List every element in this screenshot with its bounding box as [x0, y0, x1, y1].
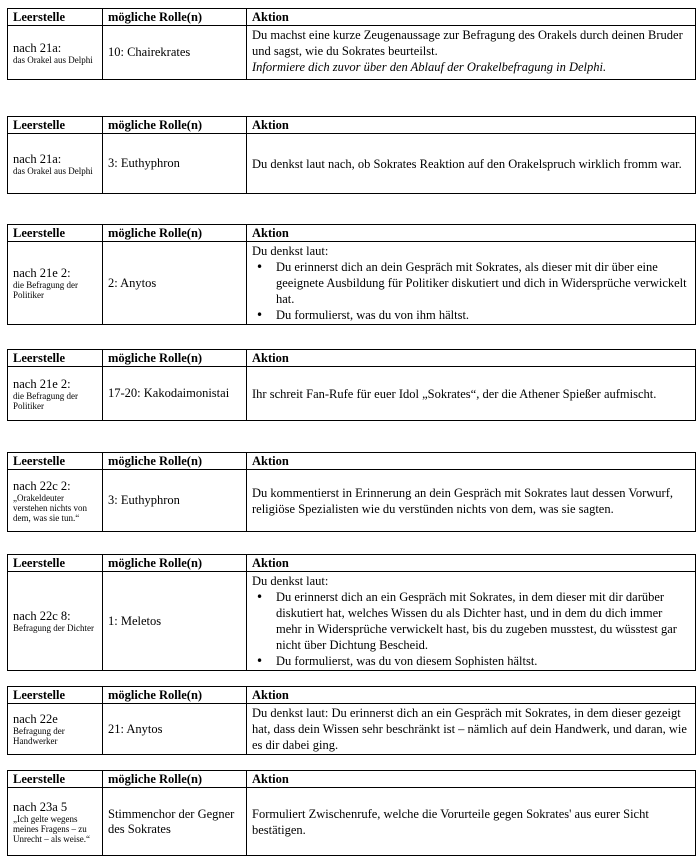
rolle-cell: 3: Euthyphron	[103, 470, 247, 532]
header-leerstelle: Leerstelle	[8, 771, 103, 788]
header-leerstelle: Leerstelle	[8, 9, 103, 26]
header-row	[8, 555, 696, 572]
role-table-8	[7, 770, 696, 856]
bullet-item: • Du erinnerst dich an dein Gespräch mit Sokrates, als dieser mit dir über eine geeignete Ausbildung für Politiker diskutiert und dich in Widersprüche verwickelt hat.	[276, 259, 691, 307]
header-leerstelle: Leerstelle	[8, 225, 103, 242]
aktion-text: Du denkst laut:	[252, 574, 329, 588]
header-row	[8, 687, 696, 704]
leerstelle-main: nach 21a:	[13, 151, 62, 166]
header-rolle: mögliche Rolle(n)	[103, 771, 247, 788]
header-rolle: mögliche Rolle(n)	[103, 687, 247, 704]
header-leerstelle: Leerstelle	[8, 350, 103, 367]
header-row	[8, 9, 696, 26]
leerstelle-cell	[8, 572, 103, 671]
leerstelle-main: nach 21e 2:	[13, 266, 71, 280]
table-row	[8, 788, 696, 856]
header-rolle: mögliche Rolle(n)	[103, 117, 247, 134]
aktion-cell	[247, 367, 696, 421]
header-aktion: Aktion	[247, 771, 696, 788]
aktion-cell	[247, 26, 696, 80]
leerstelle-sub: Befragung der Dichter	[13, 623, 94, 633]
header-aktion: Aktion	[247, 225, 696, 242]
header-aktion: Aktion	[247, 117, 696, 134]
aktion-hint: Informiere dich zuvor über den Ablauf der Orakelbefragung in Delphi.	[252, 60, 607, 74]
header-aktion: Aktion	[247, 453, 696, 470]
aktion-text: Du denkst laut nach, ob Sokrates Reaktion auf den Orakelspruch wirklich fromm war.	[252, 156, 682, 171]
leerstelle-sub: „Orakeldeuter verstehen nichts von dem, was sie tun.“	[13, 492, 87, 523]
leerstelle-cell	[8, 704, 103, 755]
rolle-cell: 3: Euthyphron	[103, 134, 247, 194]
header-rolle: mögliche Rolle(n)	[103, 9, 247, 26]
leerstelle-sub: das Orakel aus Delphi	[13, 54, 93, 65]
table-row	[8, 242, 696, 325]
table-row	[8, 26, 696, 80]
leerstelle-cell	[8, 26, 103, 80]
header-rolle: mögliche Rolle(n)	[103, 350, 247, 367]
role-table-4	[7, 349, 696, 421]
header-leerstelle: Leerstelle	[8, 687, 103, 704]
leerstelle-main: nach 22e	[13, 712, 58, 726]
header-aktion: Aktion	[247, 687, 696, 704]
rolle-cell: 10: Chairekrates	[103, 26, 247, 80]
aktion-bullets	[252, 589, 691, 669]
header-leerstelle: Leerstelle	[8, 453, 103, 470]
leerstelle-main: nach 22c 2:	[13, 478, 71, 493]
rolle-cell: 17-20: Kakodaimonistai	[103, 367, 247, 421]
header-rolle: mögliche Rolle(n)	[103, 453, 247, 470]
role-table-6	[7, 554, 696, 671]
table-row	[8, 367, 696, 421]
header-row	[8, 117, 696, 134]
header-rolle: mögliche Rolle(n)	[103, 225, 247, 242]
rolle-cell: 1: Meletos	[103, 572, 247, 671]
leerstelle-cell	[8, 242, 103, 325]
rolle-cell: Stimmenchor der Gegner des Sokrates	[103, 788, 247, 856]
aktion-text: Du denkst laut: Du erinnerst dich an ein Gespräch mit Sokrates, in dem dieser gezeigt hat, dass dein Wissen sehr beschränkt ist – nämlich auf dein Handwerk, und daran, wie es dir dabei ging.	[252, 706, 687, 752]
header-row	[8, 350, 696, 367]
header-row	[8, 771, 696, 788]
role-table-5	[7, 452, 696, 532]
aktion-cell	[247, 242, 696, 325]
aktion-cell	[247, 704, 696, 755]
rolle-cell: 21: Anytos	[103, 704, 247, 755]
rolle-cell: 2: Anytos	[103, 242, 247, 325]
aktion-bullets	[252, 259, 691, 323]
aktion-text: Formuliert Zwischenrufe, welche die Vorurteile gegen Sokrates' aus eurer Sicht bestätigen.	[252, 806, 649, 837]
leerstelle-sub: die Befragung der Politiker	[13, 390, 78, 411]
role-table-2	[7, 116, 696, 194]
header-rolle: mögliche Rolle(n)	[103, 555, 247, 572]
leerstelle-sub: das Orakel aus Delphi	[13, 165, 93, 176]
header-aktion: Aktion	[247, 9, 696, 26]
table-row	[8, 134, 696, 194]
leerstelle-main: nach 22c 8:	[13, 609, 71, 623]
header-leerstelle: Leerstelle	[8, 555, 103, 572]
bullet-item: • Du formulierst, was du von diesem Sophisten hältst.	[276, 653, 691, 669]
bullet-item: • Du erinnerst dich an ein Gespräch mit Sokrates, in dem dieser mit dir darüber diskutiert hat, welches Wissen du als Dichter hast, und in dem du dich immer mehr in Widersprüche verwickelt hast, bis du zugeben musstest, du wüsstest gar nicht über Dichtung Bescheid.	[276, 589, 691, 653]
leerstelle-cell	[8, 367, 103, 421]
leerstelle-main: nach 21e 2:	[13, 376, 71, 391]
aktion-text: Du denkst laut:	[252, 244, 329, 258]
header-aktion: Aktion	[247, 555, 696, 572]
leerstelle-cell	[8, 470, 103, 532]
leerstelle-main: nach 21a:	[13, 40, 62, 55]
leerstelle-main: nach 23a 5	[13, 799, 68, 814]
aktion-text: Du machst eine kurze Zeugenaussage zur Befragung des Orakels durch deinen Bruder und sagst, wie du Sokrates beurteilst.	[252, 28, 683, 58]
role-table-3	[7, 224, 696, 325]
leerstelle-sub: „Ich gelte wegens meines Fragens – zu Unrecht – als weise.“	[13, 813, 90, 844]
aktion-cell	[247, 470, 696, 532]
role-table-1	[7, 8, 696, 80]
aktion-cell	[247, 134, 696, 194]
leerstelle-cell	[8, 788, 103, 856]
header-row	[8, 453, 696, 470]
aktion-text: Du kommentierst in Erinnerung an dein Gespräch mit Sokrates laut dessen Vorwurf, religiöse Spezialisten wie du verstünden nichts von dem, was sie sagten.	[252, 485, 673, 516]
table-row	[8, 572, 696, 671]
table-row	[8, 470, 696, 532]
leerstelle-sub: Befragung der Handwerker	[13, 726, 65, 746]
header-aktion: Aktion	[247, 350, 696, 367]
aktion-cell	[247, 788, 696, 856]
table-row	[8, 704, 696, 755]
leerstelle-cell	[8, 134, 103, 194]
header-leerstelle: Leerstelle	[8, 117, 103, 134]
bullet-item: • Du formulierst, was du von ihm hältst.	[276, 307, 691, 323]
header-row	[8, 225, 696, 242]
leerstelle-sub: die Befragung der Politiker	[13, 280, 78, 300]
role-table-7	[7, 686, 696, 755]
aktion-text: Ihr schreit Fan-Rufe für euer Idol „Sokrates“, der die Athener Spießer aufmischt.	[252, 386, 657, 401]
aktion-cell	[247, 572, 696, 671]
